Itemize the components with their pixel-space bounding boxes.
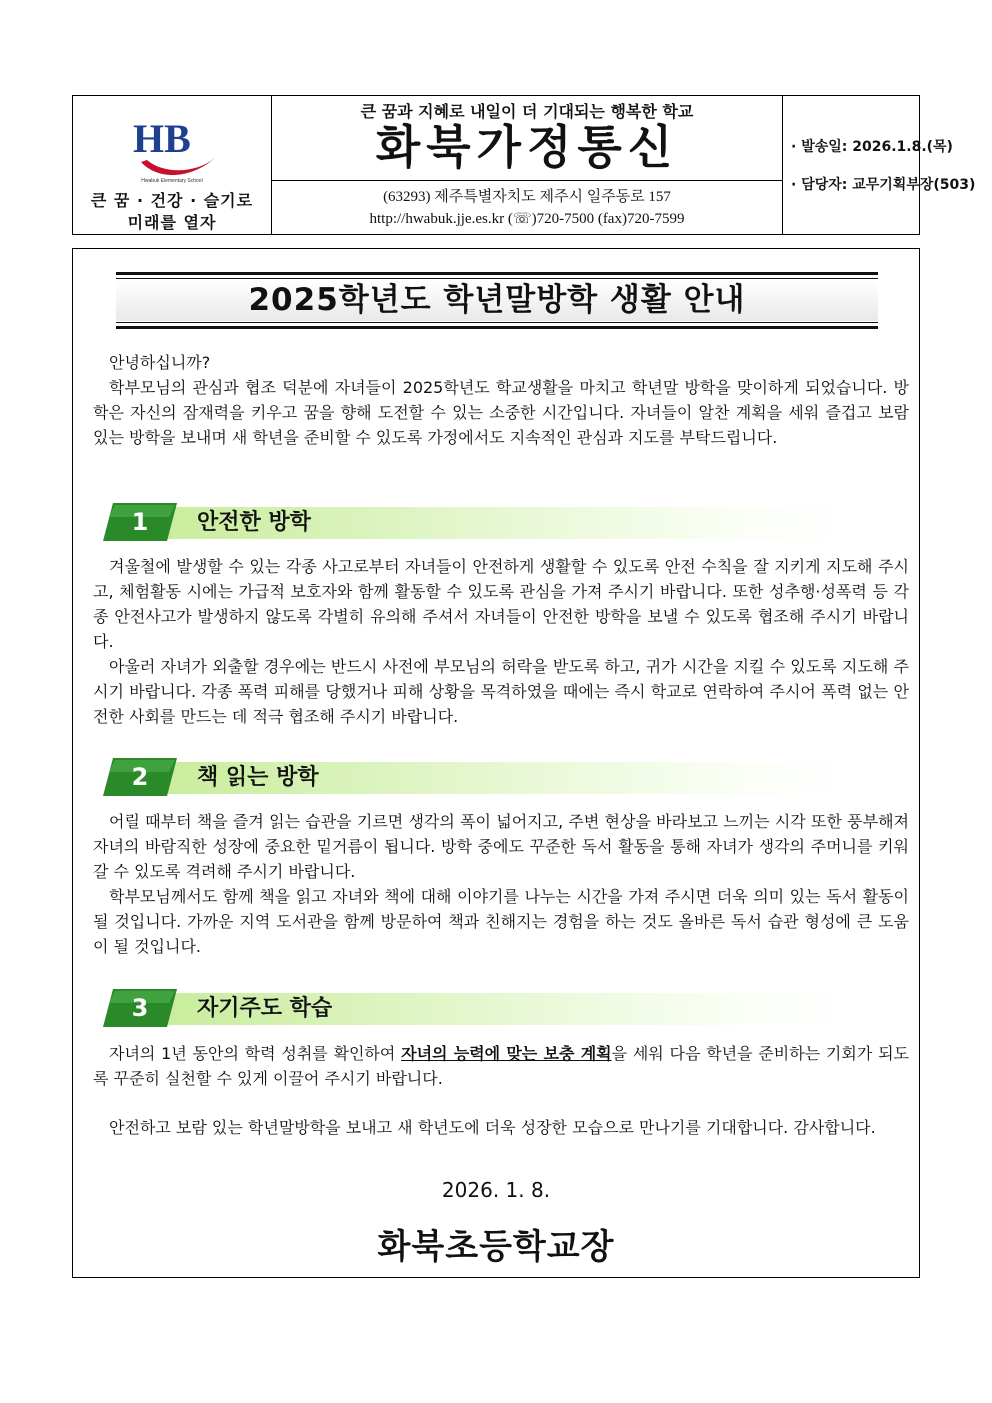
newsletter-title: 화북가정통신 xyxy=(375,120,679,174)
section-3-paragraph xyxy=(93,1041,909,1091)
intro-paragraph: 학부모님의 관심과 협조 덕분에 자녀들이 2025학년도 학교생활을 마치고 학년말 방학을 맞이하게 되었습니다. 방학은 자신의 잠재력을 키우고 꿈을 향해 도전할 수 있는 소중한 시간입니다. 자녀들이 알찬 계획을 세워 즐겁고 보람 있는 방학을 보내며 새 학년을 준비할 수 있도록 가정에서도 지속적인 관심과 지도를 부탁드립니다. xyxy=(93,378,909,447)
notice-body xyxy=(72,248,920,1278)
notice-title-bar xyxy=(116,272,878,329)
notice-date: 2026. 1. 8. xyxy=(441,1178,551,1202)
school-address: (63293) 제주특별자치도 제주시 일주동로 157 xyxy=(383,189,671,205)
notice-title: 2025학년도 학년말방학 생활 안내 xyxy=(248,282,746,318)
title-cell xyxy=(272,96,783,234)
section-2-paragraph-2: 학부모님께서도 함께 책을 읽고 자녀와 책에 대해 이야기를 나누는 시간을 가져 주시면 더욱 의미 있는 독서 활동이 될 것입니다. 가까운 지역 도서관을 함께 방문하여 책과 친해지는 경험을 하는 것도 올바른 독서 습관 형성에 큰 도움이 될 것입니다. xyxy=(93,887,909,956)
school-motto xyxy=(73,190,271,234)
meta-cell xyxy=(783,96,976,234)
logo-letters: HB xyxy=(133,116,191,161)
section-3-text-before: 자녀의 1년 동안의 학력 성취를 확인하여 xyxy=(109,1044,402,1063)
issue-date: · 발송일: 2026.1.8.(목) xyxy=(791,139,953,155)
section-1-heading xyxy=(103,501,849,545)
school-slogan: 큰 꿈과 지혜로 내일이 더 기대되는 행복한 학교 xyxy=(360,102,694,121)
school-logo xyxy=(125,104,221,184)
section-title: 책 읽는 방학 xyxy=(197,765,319,790)
signer: 화북초등학교장 xyxy=(377,1227,615,1267)
motto-line-1: 큰 꿈 · 건강 · 슬기로 xyxy=(90,191,254,210)
title-block xyxy=(272,96,782,181)
section-2-paragraph-1: 어릴 때부터 책을 즐겨 읽는 습관을 기르면 생각의 폭이 넓어지고, 주변 현상을 바라보고 느끼는 시각 또한 풍부해져 자녀의 바람직한 성장에 중요한 밑거름이 됩니다. 방학 중에도 꾸준한 독서 활동을 통해 자녀가 생각의 주머니를 키워 갈 수 있도록 격려해 주시기 바랍니다. xyxy=(93,812,909,881)
section-title: 안전한 방학 xyxy=(197,510,311,535)
section-3-emphasis: 자녀의 능력에 맞는 보충 계획 xyxy=(401,1044,612,1063)
school-contact: http://hwabuk.jje.es.kr (☏)720-7500 (fax)720-7599 xyxy=(369,211,685,227)
closing-message: 안전하고 보람 있는 학년말방학을 보내고 새 학년도에 더욱 성장한 모습으로 만나기를 기대합니다. 감사합니다. xyxy=(109,1118,876,1137)
section-3-text-after: 을 세워 다음 학년을 준비하는 기회가 되도록 꾸준히 실천할 수 있게 이끌어 주시기 바랍니다. xyxy=(93,1044,909,1088)
section-2-heading xyxy=(103,756,849,800)
section-number: 1 xyxy=(131,508,149,536)
section-1-paragraph-1: 겨울철에 발생할 수 있는 각종 사고로부터 자녀들이 안전하게 생활할 수 있도록 안전 수칙을 잘 지키게 지도해 주시고, 체험활동 시에는 가급적 보호자와 함께 활동할 수 있도록 관심을 가져 주시기 바랍니다. 또한 성추행·성폭력 등 각종 안전사고가 발생하지 않도록 각별히 유의해 주셔서 자녀들이 안전한 방학을 보낼 수 있도록 협조해 주시기 바랍니다. xyxy=(93,557,909,651)
motto-line-2: 미래를 열자 xyxy=(127,213,217,232)
section-3-heading xyxy=(103,987,849,1031)
newsletter-header xyxy=(72,95,976,235)
manager: · 담당자: 교무기획부장(503) xyxy=(791,177,976,193)
logo-caption: Hwabuk Elementary School xyxy=(141,178,203,184)
section-title: 자기주도 학습 xyxy=(197,996,333,1021)
greeting: 안녕하십니까? xyxy=(109,353,211,372)
logo-cell xyxy=(73,96,272,234)
section-1-paragraph-2: 아울러 자녀가 외출할 경우에는 반드시 사전에 부모님의 허락을 받도록 하고, 귀가 시간을 지킬 수 있도록 지도해 주시기 바랍니다. 각종 폭력 피해를 당했거나 피해 상황을 목격하였을 때에는 즉시 학교로 연락하여 주시어 폭력 없는 안전한 사회를 만드는 데 적극 협조해 주시기 바랍니다. xyxy=(93,657,909,726)
section-number: 3 xyxy=(131,994,149,1022)
contact-block xyxy=(272,186,782,230)
section-number: 2 xyxy=(131,763,149,791)
